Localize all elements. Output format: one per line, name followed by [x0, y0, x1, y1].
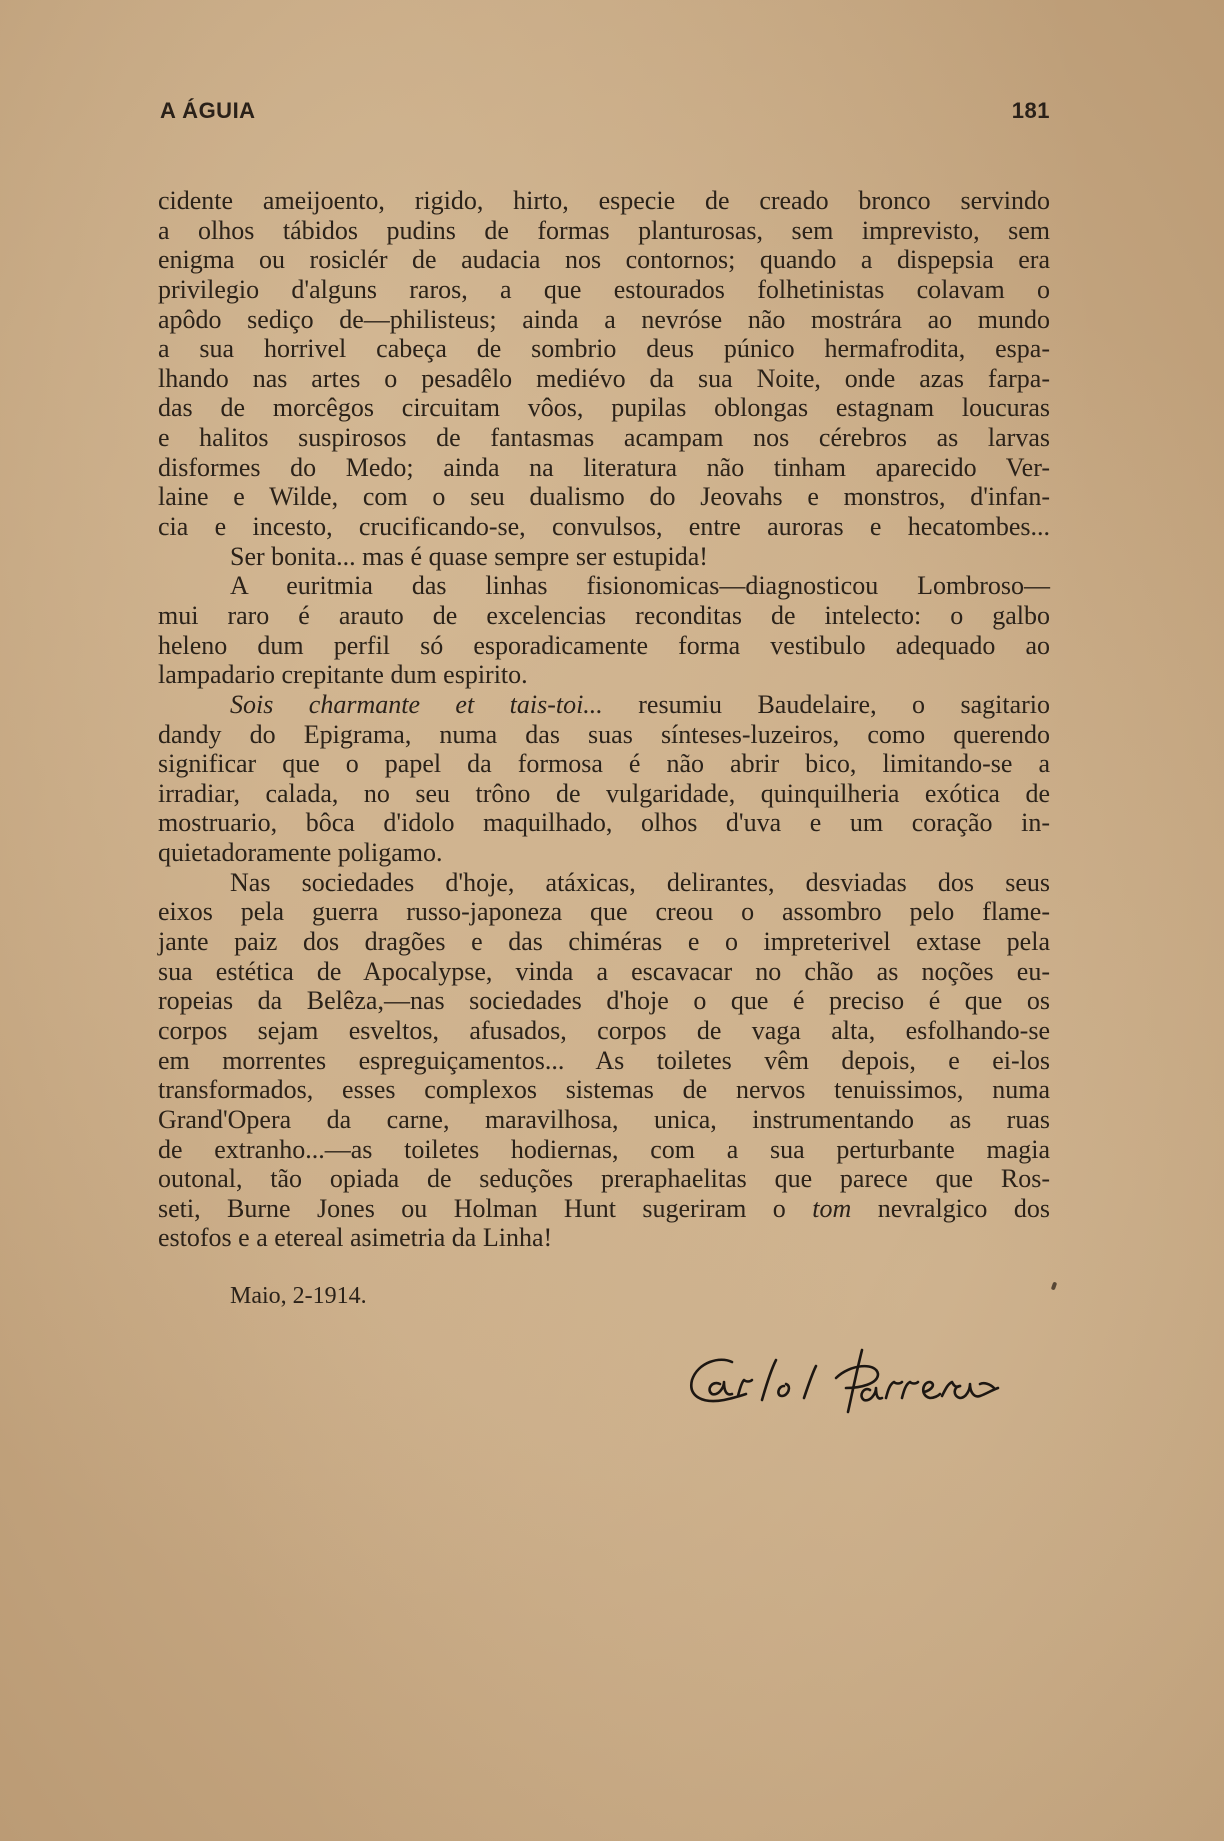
text-line: estofos e a etereal asimetria da Linha!	[158, 1223, 553, 1253]
journal-title: A ÁGUIA	[160, 98, 256, 123]
text-line: laine e Wilde, com o seu dualismo do Jeovahs e monstros, d'infan-	[158, 482, 1050, 512]
italic-word: tom	[812, 1193, 852, 1223]
text-fragment: resumiu Baudelaire, o sagitario	[602, 689, 1050, 719]
text-line: e halitos suspirosos de fantasmas acampam nos cérebros as larvas	[158, 423, 1050, 453]
text-line: outonal, tão opiada de seduções preraphaelitas que parece que Ros-	[158, 1164, 1050, 1194]
dateline: Maio, 2-1914.	[230, 1283, 367, 1309]
text-line: sua estética de Apocalypse, vinda a escavacar no chão as noções eu-	[158, 956, 1050, 986]
text-line: das de morcêgos circuitam vôos, pupilas oblongas estagnam loucuras	[158, 393, 1050, 423]
running-head	[160, 98, 1050, 134]
text-line: de extranho...—as toiletes hodiernas, com a sua perturbante magia	[158, 1134, 1050, 1164]
text-line: lampadario crepitante dum espirito.	[158, 660, 528, 690]
text-line	[158, 690, 1050, 720]
ink-speck	[1051, 1282, 1057, 1291]
text-line: a sua horrivel cabeça de sombrio deus púnico hermafrodita, espa-	[158, 334, 1050, 364]
italic-quote: Sois charmante et tais-toi...	[230, 689, 603, 719]
text-fragment: nevralgico dos	[851, 1193, 1050, 1223]
text-line: transformados, esses complexos sistemas de nervos tenuissimos, numa	[158, 1075, 1050, 1105]
text-line: Ser bonita... mas é quase sempre ser estupida!	[230, 541, 708, 571]
text-line: cia e incesto, crucificando-se, convulsos, entre auroras e hecatombes...	[158, 512, 1050, 542]
text-line: apôdo sediço de—philisteus; ainda a nevróse não mostrára ao mundo	[158, 304, 1050, 334]
text-line: jante paiz dos dragões e das chiméras e o impreterivel extase pela	[158, 927, 1050, 957]
text-line: lhando nas artes o pesadêlo mediévo da sua Noite, onde azas farpa-	[158, 363, 1050, 393]
text-line: ropeias da Belêza,—nas sociedades d'hoje o que é preciso é que os	[158, 986, 1050, 1016]
text-line: Nas sociedades d'hoje, atáxicas, delirantes, desviadas dos seus	[230, 867, 1050, 897]
text-line: a olhos tábidos pudins de formas planturosas, sem imprevisto, sem	[158, 215, 1050, 245]
text-line: significar que o papel da formosa é não abrir bico, limitando-se a	[158, 749, 1050, 779]
text-line: em morrentes espreguiçamentos... As toiletes vêm depois, e ei-los	[158, 1045, 1050, 1075]
signature-drawing	[680, 1338, 1020, 1428]
text-line: Grand'Opera da carne, maravilhosa, unica, instrumentando as ruas	[158, 1104, 1050, 1134]
text-line: corpos sejam esveltos, afusados, corpos de vaga alta, esfolhando-se	[158, 1015, 1050, 1045]
article-body	[158, 186, 1050, 1253]
text-line: enigma ou rosiclér de audacia nos contornos; quando a dispepsia era	[158, 245, 1050, 275]
page-number: 181	[1011, 98, 1050, 123]
text-line	[158, 1194, 1050, 1224]
text-line: A euritmia das linhas fisionomicas—diagnosticou Lombroso—	[230, 571, 1050, 601]
text-line: disformes do Medo; ainda na literatura não tinham aparecido Ver-	[158, 452, 1050, 482]
text-line: mostruario, bôca d'idolo maquilhado, olhos d'uva e um coração in-	[158, 808, 1050, 838]
text-line: heleno dum perfil só esporadicamente forma vestibulo adequado ao	[158, 630, 1050, 660]
text-line: cidente ameijoento, rigido, hirto, especie de creado bronco servindo	[158, 186, 1050, 215]
text-line: mui raro é arauto de excelencias reconditas de intelecto: o galbo	[158, 600, 1050, 630]
text-line: eixos pela guerra russo-japoneza que creou o assombro pelo flame-	[158, 897, 1050, 927]
handwritten-signature	[680, 1338, 1020, 1428]
text-line: irradiar, calada, no seu trôno de vulgaridade, quinquilheria exótica de	[158, 778, 1050, 808]
text-fragment: seti, Burne Jones ou Holman Hunt sugeriram o	[158, 1193, 813, 1223]
text-line: dandy do Epigrama, numa das suas sínteses-luzeiros, como querendo	[158, 719, 1050, 749]
text-line: privilegio d'alguns raros, a que estourados folhetinistas colavam o	[158, 274, 1050, 304]
text-line: quietadoramente poligamo.	[158, 838, 443, 868]
